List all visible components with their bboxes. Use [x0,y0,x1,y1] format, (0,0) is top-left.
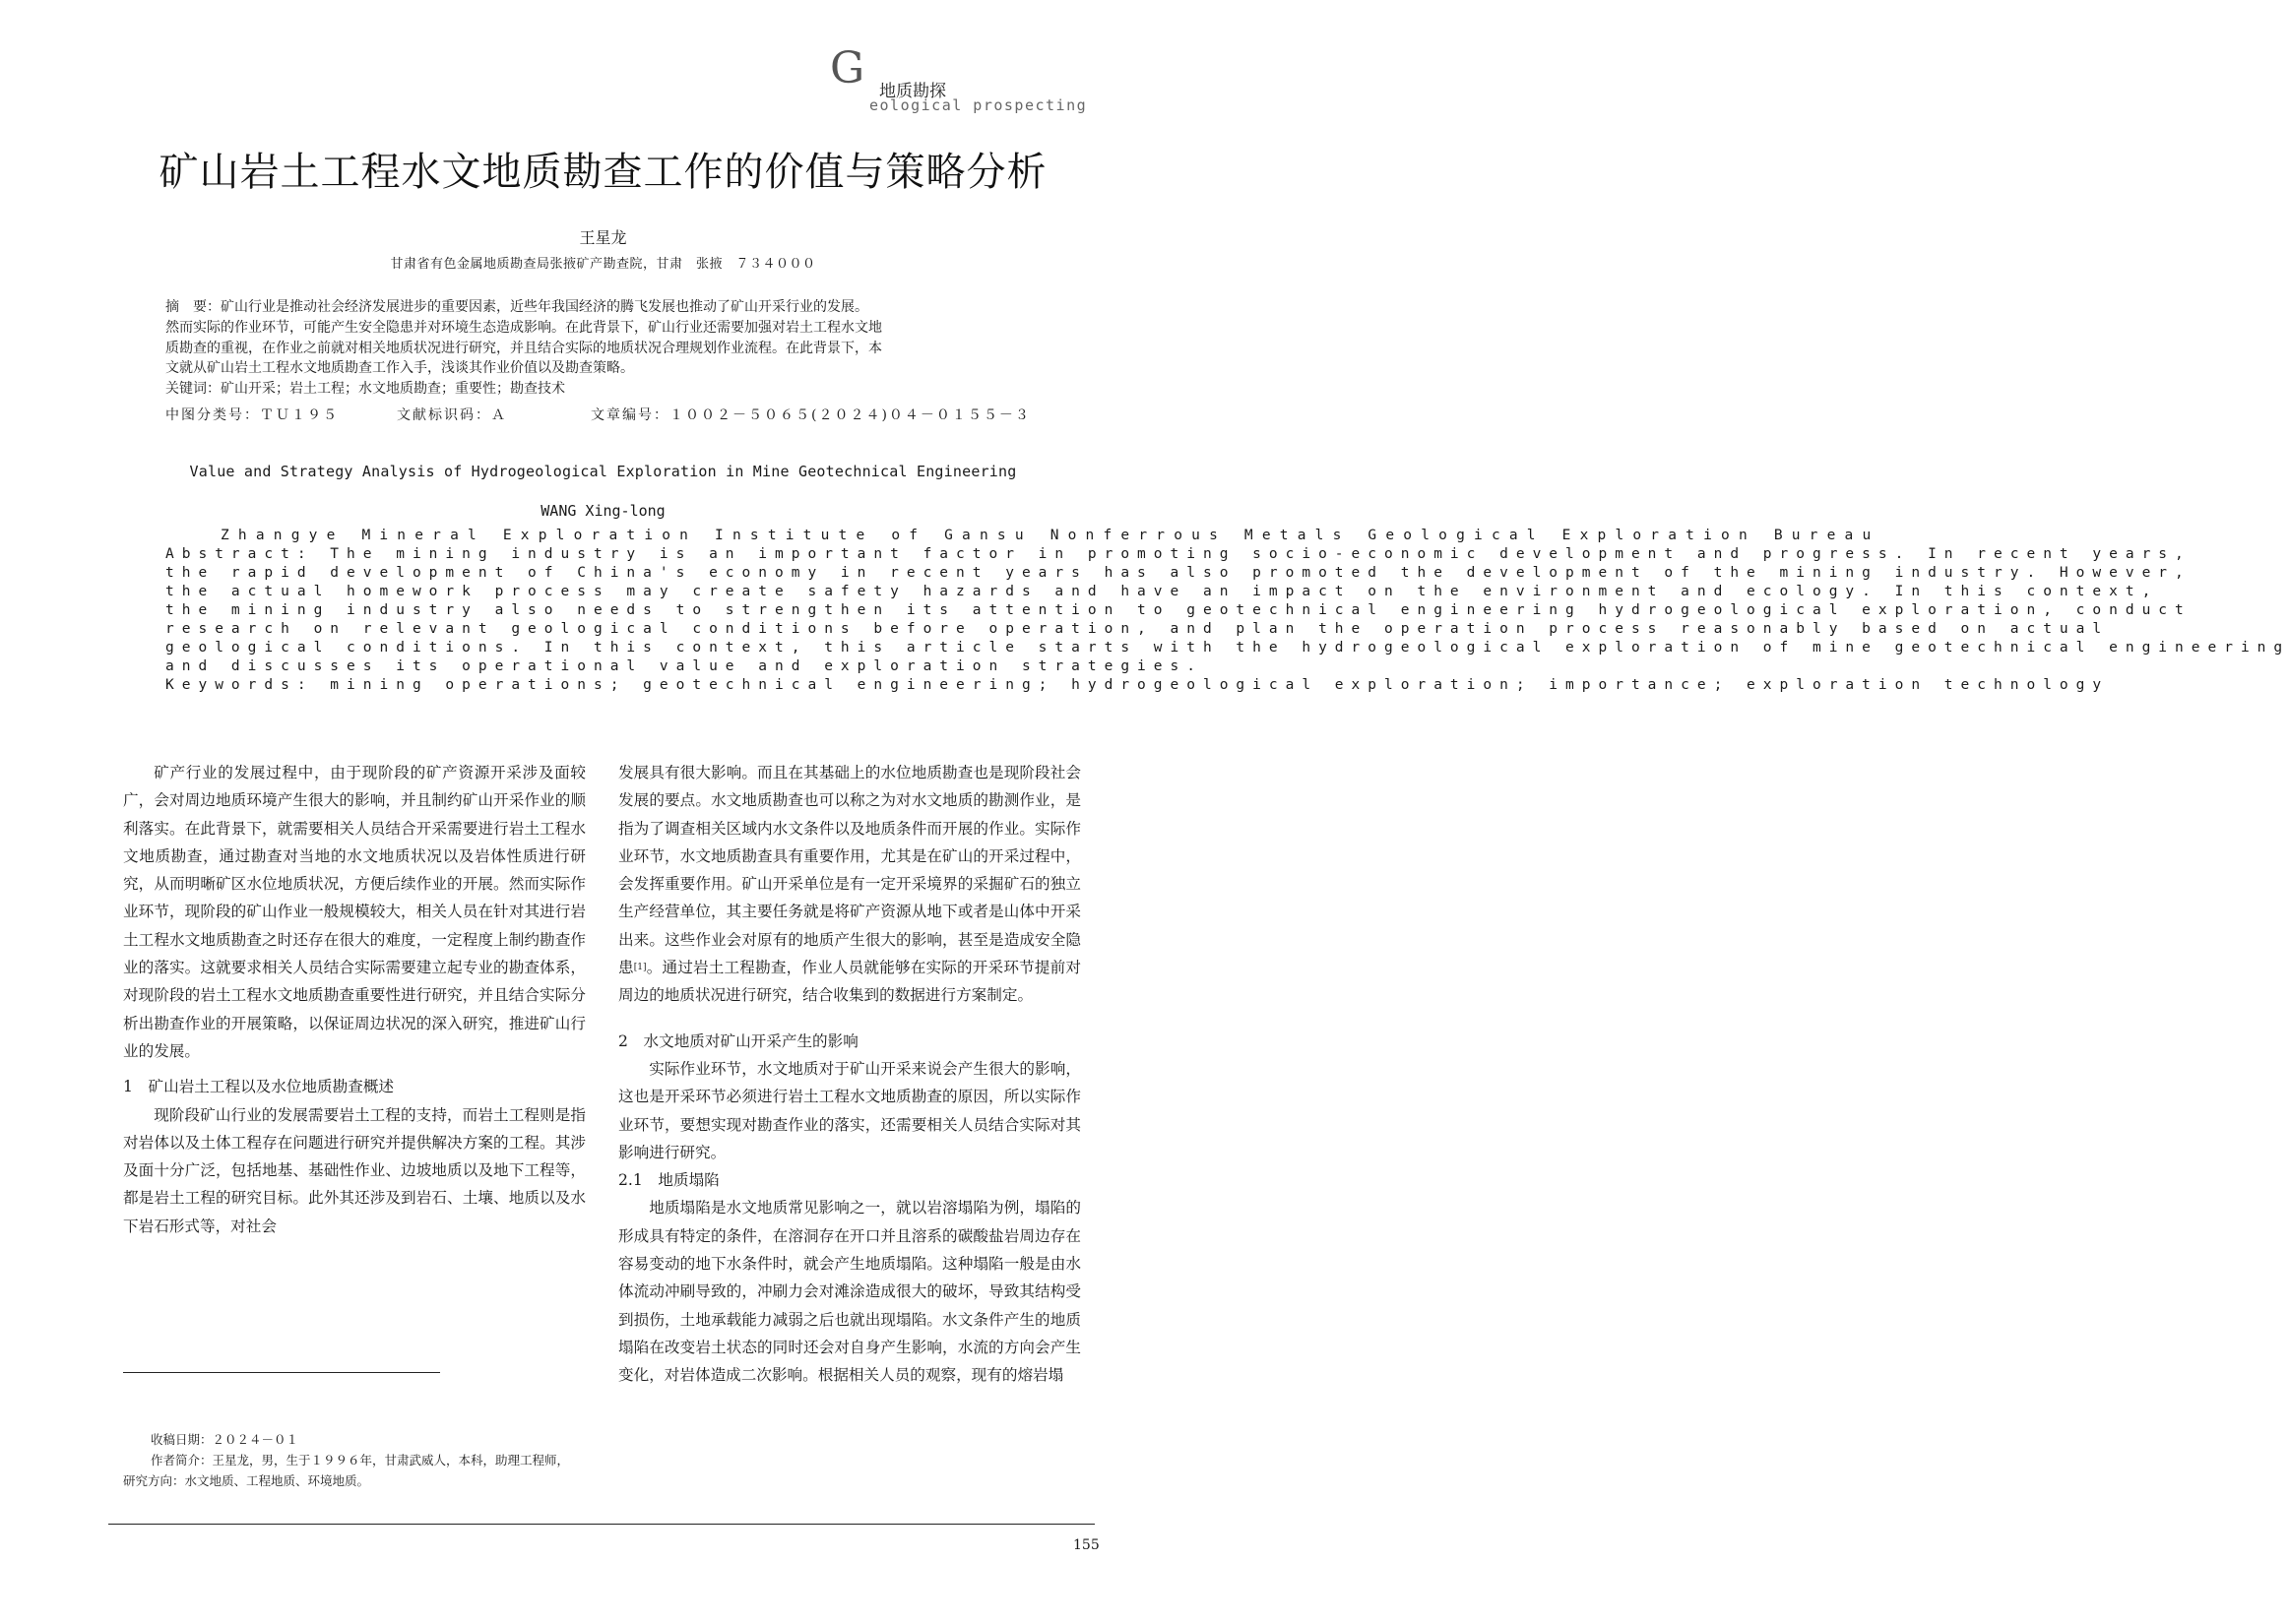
english-affiliation: Zhangye Mineral Exploration Institute of Gansu Nonferrous Metals Geological Exploration Bureau [221,528,1880,543]
abstract-en-line: the rapid development of China's economy in recent years has also promoted the development of the mining industry. However, [165,565,2192,581]
abstract-en-line: the actual homework process may create safety hazards and have an impact on the environment and ecology. In this context, [165,584,2159,599]
author-name: 王星龙 [579,228,627,247]
abstract-en-line: research on relevant geological conditions before operation, and plan the operation process reasonably based on actual [165,621,2110,637]
keywords-cn: 关键词：矿山开采；岩土工程；水文地质勘查；重要性；勘查技术 [165,381,565,398]
citation-ref[interactable]: [1] [633,963,647,973]
article-title: 矿山岩土工程水文地质勘查工作的价值与策略分析 [159,150,1048,195]
body-paragraph: 矿产行业的发展过程中，由于现阶段的矿产资源开采涉及面较广，会对周边地质环境产生很大的影响，并且制约矿山开采作业的顺利落实。在此背景下，就需要相关人员结合开采需要进行岩土工程水文地质勘查，通过勘查对当地的水文地质状况以及岩体性质进行研究，从而明晰矿区水位地质状况，方便后续作业的开展。然而实际作业环节，现阶段的矿山作业一般规模较大，相关人员在针对其进行岩土工程水文地质勘查之时还存在很大的难度，一定程度上制约勘查作业的落实。这就要求相关人员结合实际需要建立起专业的勘查体系，对现阶段的岩土工程水文地质勘查重要性进行研究，并且结合实际分析出勘查作业的开展策略，以保证周边状况的深入研究，推进矿山行业的发展。 [123,764,586,1060]
received-date: 收稿日期：２０２４－０１ [151,1432,299,1447]
author-affiliation: 甘肃省有色金属地质勘查局张掖矿产勘查院，甘肃 张掖 ７３４０００ [390,257,816,272]
footer-rule [108,1524,1095,1525]
footnote [123,1429,596,1491]
article-number: 文章编号：１００２－５０６５(２０２４)０４－０１５５－３ [591,407,1031,423]
section-2-heading: 2 水文地质对矿山开采产生的影响 [618,1031,859,1050]
section-2-1-heading: 2.1 地质塌陷 [618,1171,720,1190]
abstract-cn-line: 文就从矿山岩土工程水文地质勘查工作入手，浅谈其作业价值以及勘查策略。 [165,360,634,377]
english-abstract [165,527,2290,695]
body-text: 。通过岩土工程勘查，作业人员就能够在实际的开采环节提前对周边的地质状况进行研究，结合收集到的数据进行方案制定。 [618,959,1081,1005]
body-text: 发展具有很大影响。而且在其基础上的水位地质勘查也是现阶段社会发展的要点。水文地质勘查也可以称之为对水文地质的勘测作业，是指为了调查相关区域内水文条件以及地质条件而开展的作业。实际作业环节，水文地质勘查具有重要作用，尤其是在矿山的开采过程中，会发挥重要作用。矿山开采单位是有一定开采境界的采掘矿石的独立生产经营单位，其主要任务就是将矿产资源从地下或者是山体中开采出来。这些作业会对原有的地质产生很大的影响，甚至是造成安全隐患 [618,764,1081,977]
body-paragraph: 现阶段矿山行业的发展需要岩土工程的支持，而岩土工程则是指对岩体以及土体工程存在问题进行研究并提供解决方案的工程。其涉及面十分广泛，包括地基、基础性作业、边坡地质以及地下工程等，都是岩土工程的研究目标。此外其还涉及到岩石、土壤、地质以及水下岩石形式等，对社会 [123,1105,586,1235]
document-code: 文献标识码：Ａ [397,407,507,423]
abstract-cn-line: 然而实际的作业环节，可能产生安全隐患并对环境生态造成影响。在此背景下，矿山行业还需要加强对岩土工程水文地 [165,319,882,336]
footnote-rule [123,1372,440,1373]
abstract-en-line: geological conditions. In this context, this article starts with the hydrogeological exploration of mine geotechnical engineering [165,640,2290,656]
journal-section-cn: 地质勘探 [879,82,946,101]
body-paragraph: 实际作业环节，水文地质对于矿山开采来说会产生很大的影响，这也是开采环节必须进行岩土工程水文地质勘查的原因，所以实际作业环节，要想实现对勘查作业的落实，还需要相关人员结合实际对其影响进行研究。 [618,1059,1081,1161]
abstract-en-line: the mining industry also needs to strengthen its attention to geotechnical engineering hydrogeological exploration, conduct [165,602,2192,618]
abstract-en-line: and discusses its operational value and exploration strategies. [165,658,1203,674]
body-paragraph [618,759,1081,1010]
english-author: WANG Xing-long [541,502,666,520]
abstract-cn [165,297,1044,400]
section-1-heading: 1 矿山岩土工程以及水位地质勘查概述 [123,1078,395,1096]
author-bio-research: 研究方向：水文地质、工程地质、环境地质。 [123,1473,370,1488]
classification-number: 中图分类号：ＴＵ１９５ [165,407,339,423]
body-paragraph: 地质塌陷是水文地质常见影响之一，就以岩溶塌陷为例，塌陷的形成具有特定的条件，在溶洞存在开口并且溶系的碳酸盐岩周边存在容易变动的地下水条件时，就会产生地质塌陷。这种塌陷一般是由水体流动冲刷导致的，冲刷力会对滩涂造成很大的破坏，导致其结构受到损伤，土地承载能力减弱之后也就出现塌陷。水文条件产生的地质塌陷在改变岩土状态的同时还会对自身产生影响，水流的方向会产生变化，对岩体造成二次影响。根据相关人员的观察，现有的熔岩塌 [618,1199,1081,1385]
author-bio: 作者简介：王星龙，男，生于１９９６年，甘肃武威人，本科，助理工程师， [151,1453,570,1468]
journal-section-initial: G [830,43,865,94]
english-title: Value and Strategy Analysis of Hydrogeological Exploration in Mine Geotechnical Engineering [189,463,1017,480]
page-number: 155 [1073,1537,1100,1553]
abstract-cn-line: 摘 要：矿山行业是推动社会经济发展进步的重要因素，近些年我国经济的腾飞发展也推动了矿山开采行业的发展。 [165,299,868,315]
body-right-column [618,759,1081,1390]
body-left-column [123,759,586,1240]
keywords-en: Keywords: mining operations; geotechnical engineering; hydrogeological exploration; importance; exploration technology [165,677,2110,693]
abstract-cn-line: 质勘查的重视，在作业之前就对相关地质状况进行研究，并且结合实际的地质状况合理规划作业流程。在此背景下，本 [165,340,882,356]
abstract-en-line: Abstract: The mining industry is an important factor in promoting socio-economic development and progress. In recent years, [165,546,2192,562]
journal-section-en: eological prospecting [869,96,1088,114]
